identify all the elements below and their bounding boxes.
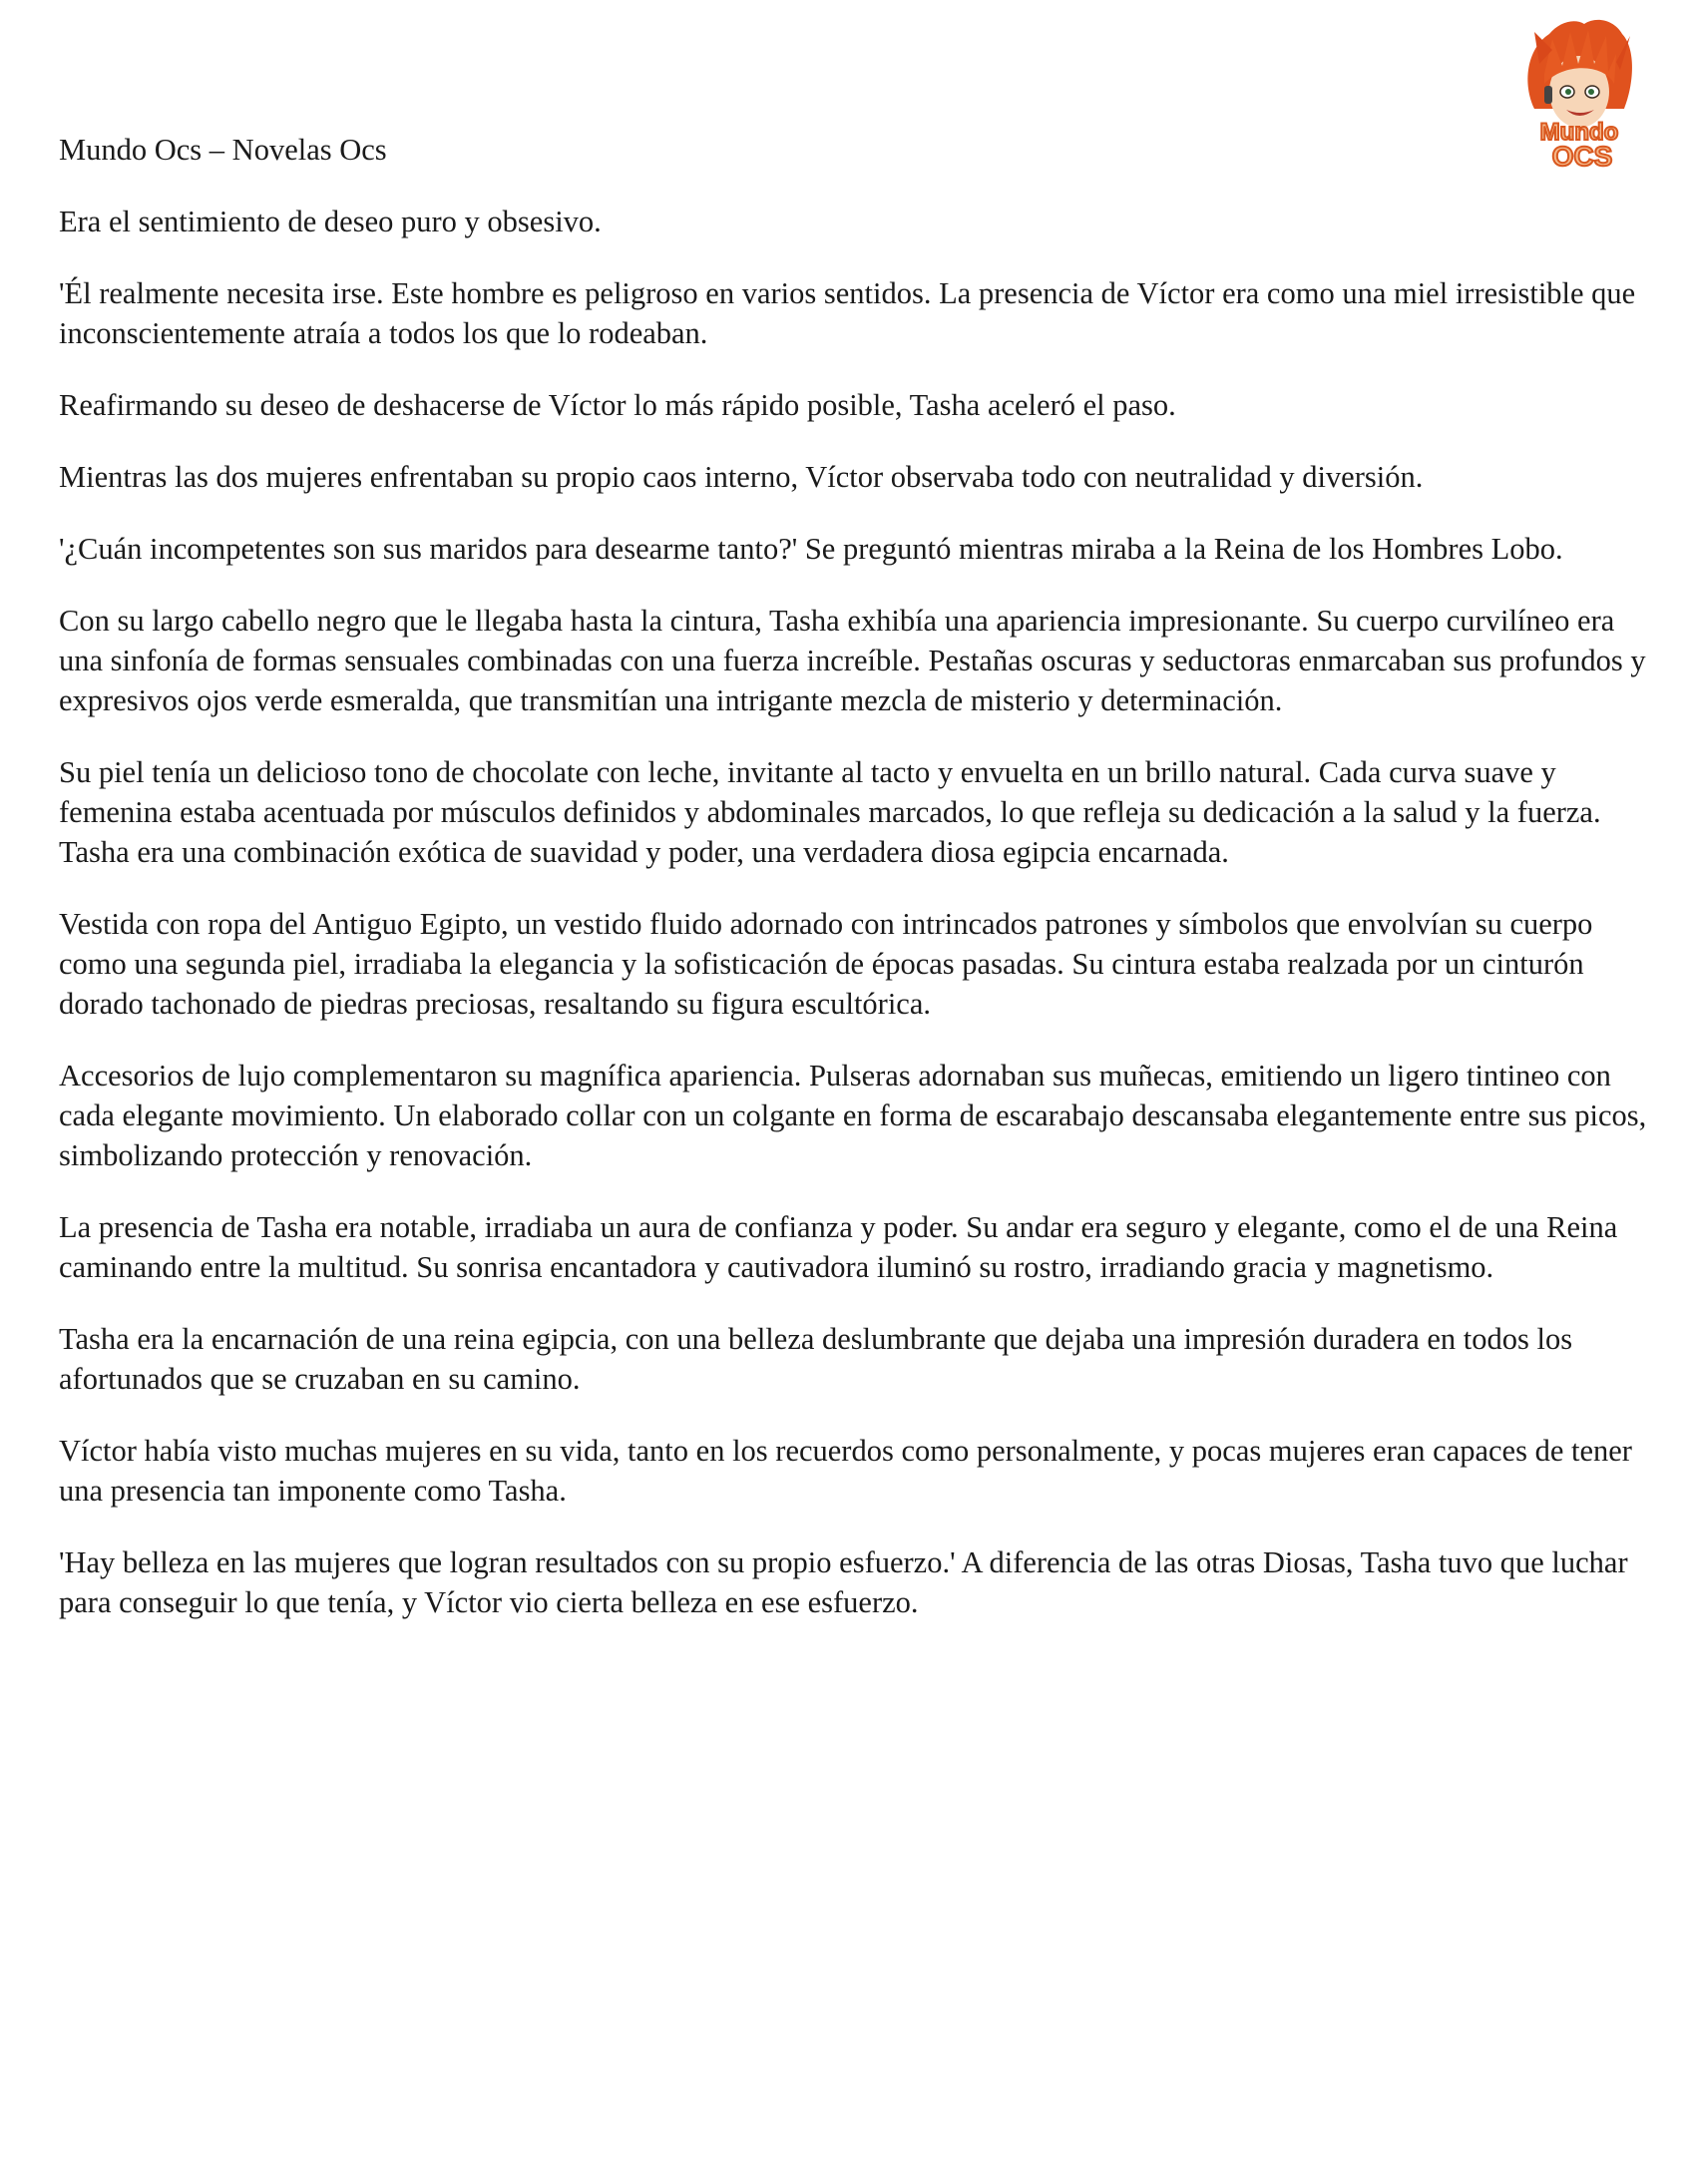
paragraph: Accesorios de lujo complementaron su magnífica apariencia. Pulseras adornaban sus muñecas, emitiendo un ligero tintineo con cada elegante movimiento. Un elaborado collar con un colgante en forma de escarabajo descansaba elegantemente entre sus picos, simbolizando protección y renovación. (59, 1059, 1647, 1172)
logo-text-ocs: OCS (1551, 141, 1613, 172)
logo-text-mundo: Mundo (1539, 119, 1619, 146)
paragraph: 'Él realmente necesita irse. Este hombre es peligroso en varios sentidos. La presencia de Víctor era como una miel irresistible que inconscientemente atraía a todos los que lo rodeaban. (59, 276, 1636, 350)
paragraph: Mientras las dos mujeres enfrentaban su propio caos interno, Víctor observaba todo con neutralidad y diversión. (59, 460, 1424, 494)
paragraph: Con su largo cabello negro que le llegaba hasta la cintura, Tasha exhibía una apariencia impresionante. Su cuerpo curvilíneo era una sinfonía de formas sensuales combinadas con una fuerza increíble. Pestañas oscuras y seductoras enmarcaban sus profundos y expresivos ojos verde esmeralda, que transmitían una intrigante mezcla de misterio y determinación. (59, 604, 1646, 717)
document-body (59, 130, 1655, 1654)
paragraph: Víctor había visto muchas mujeres en su vida, tanto en los recuerdos como personalmente, y pocas mujeres eran capaces de tener una presencia tan imponente como Tasha. (59, 1434, 1632, 1508)
paragraph: Era el sentimiento de deseo puro y obsesivo. (59, 205, 602, 238)
document-header: Mundo Ocs – Novelas Ocs (59, 133, 387, 167)
paragraph: Vestida con ropa del Antiguo Egipto, un vestido fluido adornado con intrincados patrones y símbolos que envolvían su cuerpo como una segunda piel, irradiaba la elegancia y la sofisticación de épocas pasadas. Su cintura estaba realzada por un cinturón dorado tachonado de piedras preciosas, resaltando su figura escultórica. (59, 907, 1593, 1021)
paragraph: Reafirmando su deseo de deshacerse de Víctor lo más rápido posible, Tasha aceleró el paso. (59, 388, 1176, 422)
paragraph: Su piel tenía un delicioso tono de chocolate con leche, invitante al tacto y envuelta en un brillo natural. Cada curva suave y femenina estaba acentuada por músculos definidos y abdominales marcados, lo que refleja su dedicación a la salud y la fuerza. Tasha era una combinación exótica de suavidad y poder, una verdadera diosa egipcia encarnada. (59, 755, 1601, 869)
paragraph: Tasha era la encarnación de una reina egipcia, con una belleza deslumbrante que dejaba una impresión duradera en todos los afortunados que se cruzaban en su camino. (59, 1322, 1573, 1396)
paragraph: La presencia de Tasha era notable, irradiaba un aura de confianza y poder. Su andar era seguro y elegante, como el de una Reina caminando entre la multitud. Su sonrisa encantadora y cautivadora iluminó su rostro, irradiando gracia y magnetismo. (59, 1210, 1618, 1284)
paragraph: '¿Cuán incompetentes son sus maridos para desearme tanto?' Se preguntó mientras miraba a la Reina de los Hombres Lobo. (59, 532, 1563, 566)
paragraph: 'Hay belleza en las mujeres que logran resultados con su propio esfuerzo.' A diferencia de las otras Diosas, Tasha tuvo que luchar para conseguir lo que tenía, y Víctor vio cierta belleza en ese esfuerzo. (59, 1545, 1628, 1619)
